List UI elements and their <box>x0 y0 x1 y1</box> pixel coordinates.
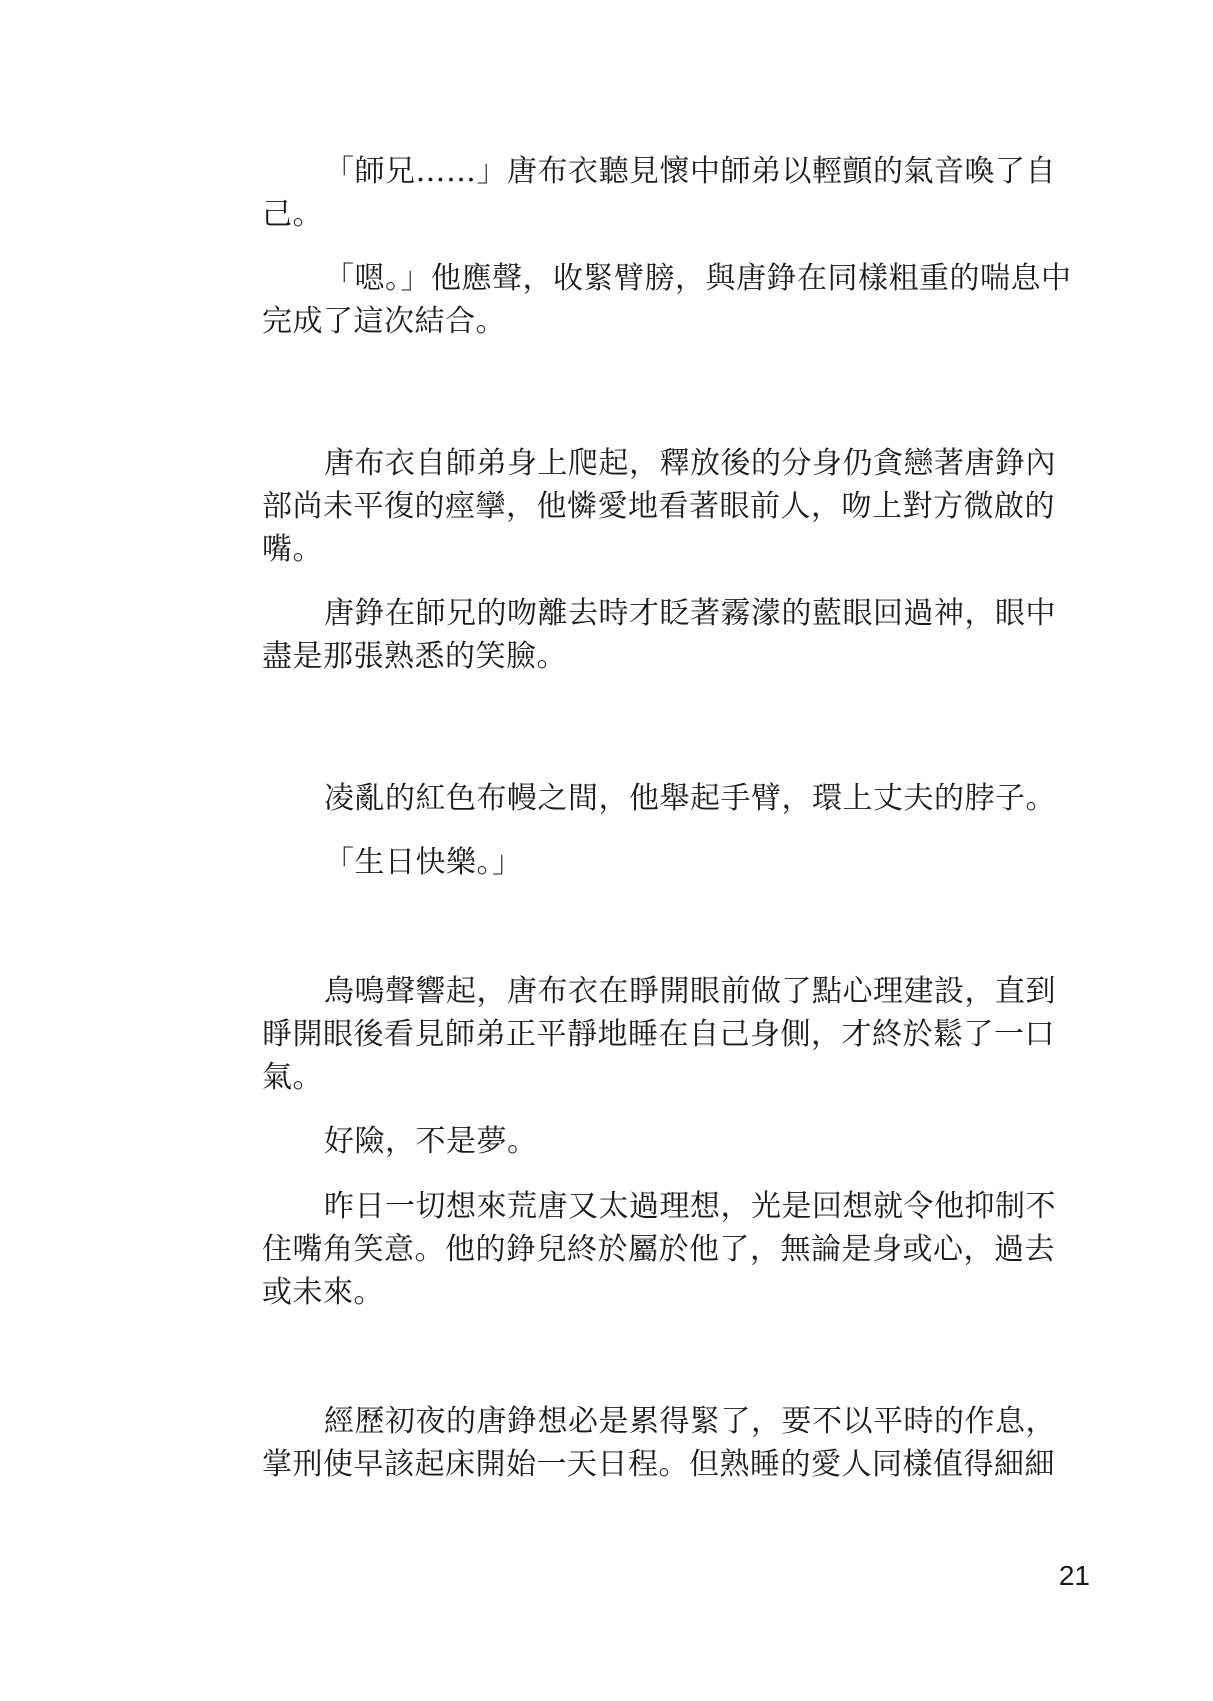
paragraph-5: 凌亂的紅色布幔之間，他舉起手臂，環上丈夫的脖子。 <box>324 781 1056 816</box>
paragraph-6: 「生日快樂。」 <box>324 845 523 880</box>
page-number: 21 <box>1058 1560 1090 1591</box>
paragraph-8: 好險，不是夢。 <box>324 1124 538 1159</box>
paragraph-1: 「師兄……」唐布衣聽見懷中師弟以輕顫的氣音喚了自己。 <box>262 154 1056 232</box>
paragraph-9: 昨日一切想來荒唐又太過理想，光是回想就令他抑制不住嘴角笑意。他的錚兒終於屬於他了，無論是身或心，過去或未來。 <box>262 1189 1056 1310</box>
paragraph-7: 鳥鳴聲響起，唐布衣在睜開眼前做了點心理建設，直到睜開眼後看見師弟正平靜地睡在自己身側，才終於鬆了一口氣。 <box>262 974 1056 1095</box>
paragraph-2: 「嗯。」他應聲，收緊臂膀，與唐錚在同樣粗重的喘息中完成了這次結合。 <box>262 261 1072 339</box>
paragraph-10: 經歷初夜的唐錚想必是累得緊了，要不以平時的作息，掌刑使早該起床開始一天日程。但熟睡的愛人同樣值得細細 <box>262 1404 1056 1482</box>
paragraph-4: 唐錚在師兄的吻離去時才眨著霧濛的藍眼回過神，眼中盡是那張熟悉的笑臉。 <box>262 596 1056 674</box>
paragraph-3: 唐布衣自師弟身上爬起，釋放後的分身仍貪戀著唐錚內部尚未平復的痙攣，他憐愛地看著眼前人，吻上對方微啟的嘴。 <box>262 446 1056 567</box>
